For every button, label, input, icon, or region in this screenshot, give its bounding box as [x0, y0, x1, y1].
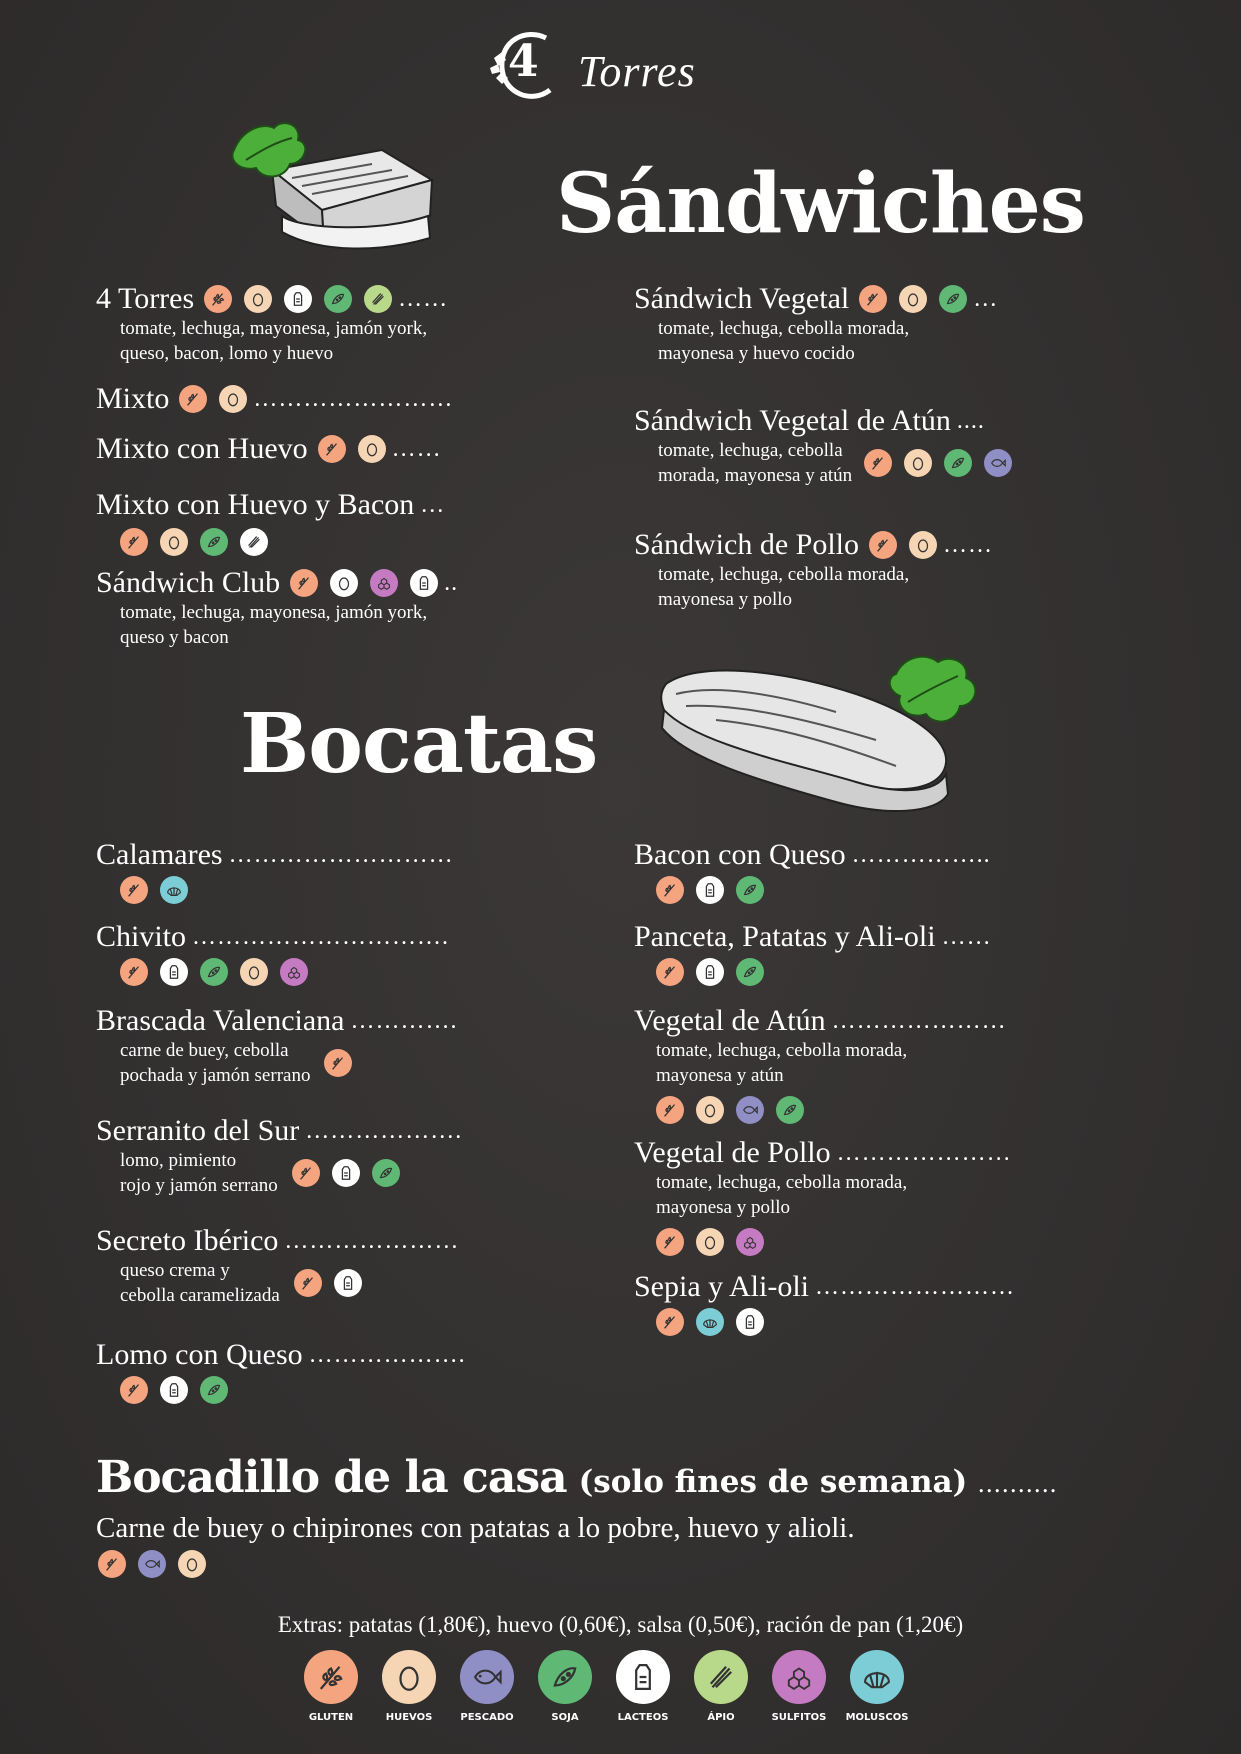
- legend-item-huevos: [382, 1650, 436, 1723]
- item-dots: ……: [398, 285, 449, 312]
- gluten-icon: [120, 958, 148, 986]
- sulphites-icon: [736, 1228, 764, 1256]
- item-name: Sepia y Ali-oli: [634, 1270, 809, 1303]
- item-description: [120, 1258, 280, 1308]
- menu-item-sandwich-vegetal: [634, 282, 1034, 366]
- extras-line: Extras: patatas (1,80€), huevo (0,60€), salsa (0,50€), ración de pan (1,20€): [277, 1612, 964, 1637]
- legend-item-soja: [538, 1650, 592, 1723]
- gluten-icon: [304, 1650, 358, 1704]
- item-dots: ……………..: [851, 841, 991, 868]
- gluten-icon: [290, 569, 318, 597]
- desc-line: mayonesa y atún: [656, 1065, 784, 1086]
- legend-item-pescado: [460, 1650, 514, 1723]
- egg-icon: [160, 528, 188, 556]
- allergen-list: [656, 1308, 1054, 1336]
- brand-name: Torres: [578, 47, 696, 96]
- item-dots: ……: [943, 531, 993, 558]
- milk-carton-icon: [616, 1650, 670, 1704]
- soy-icon: [736, 958, 764, 986]
- gluten-icon: [179, 385, 207, 413]
- soy-icon: [372, 1159, 400, 1187]
- legend-label: LACTEOS: [617, 1712, 669, 1723]
- legend-label: GLUTEN: [308, 1712, 354, 1723]
- milk-carton-icon: [410, 569, 438, 597]
- baguette-illustration-icon: [656, 654, 990, 819]
- allergen-list: [292, 1159, 400, 1187]
- item-dots: ……………………: [253, 385, 454, 412]
- casa-title: Bocadillo de la casa: [96, 1452, 567, 1503]
- sandwiches-title: Sándwiches: [556, 156, 1085, 252]
- item-description: [120, 1148, 278, 1198]
- menu-item-mixto: [96, 382, 476, 416]
- gluten-icon: [859, 285, 887, 313]
- desc-line: rojo y jamón serrano: [120, 1175, 278, 1196]
- allergen-list: [120, 1376, 496, 1404]
- menu-item-sepia-alioli: [634, 1270, 1054, 1336]
- gluten-icon: [292, 1159, 320, 1187]
- desc-line: pochada y jamón serrano: [120, 1065, 311, 1086]
- allergen-list: [120, 958, 486, 986]
- item-name: Sándwich Club: [96, 566, 281, 599]
- legend-item-lacteos: [616, 1650, 670, 1723]
- item-name: Sándwich de Pollo: [634, 528, 859, 561]
- gluten-icon: [120, 876, 148, 904]
- egg-icon: [219, 385, 247, 413]
- desc-line: queso y bacon: [120, 627, 229, 648]
- legend-label: MOLUSCOS: [845, 1712, 909, 1723]
- desc-line: mayonesa y pollo: [656, 1197, 791, 1218]
- item-dots: ..: [444, 569, 459, 596]
- gluten-icon: [656, 1308, 684, 1336]
- shell-icon: [850, 1650, 904, 1704]
- allergen-list: [204, 285, 392, 313]
- milk-carton-icon: [160, 958, 188, 986]
- item-name: Bacon con Queso: [634, 838, 846, 871]
- milk-carton-icon: [334, 1269, 362, 1297]
- egg-icon: [382, 1650, 436, 1704]
- soy-icon: [736, 876, 764, 904]
- item-dots: ……………….: [308, 1341, 466, 1368]
- desc-line: queso, bacon, lomo y huevo: [120, 343, 334, 364]
- desc-line: cebolla caramelizada: [120, 1285, 280, 1306]
- allergen-list: [120, 876, 486, 904]
- egg-icon: [240, 958, 268, 986]
- item-name: Sándwich Vegetal de Atún: [634, 404, 951, 437]
- legend-item-gluten: [304, 1650, 358, 1723]
- menu-item-secreto-iberico: [96, 1224, 496, 1308]
- celery-icon: [240, 528, 268, 556]
- desc-line: tomate, lechuga, cebolla morada,: [658, 318, 910, 339]
- desc-line: tomate, lechuga, cebolla: [658, 440, 843, 461]
- gluten-icon: [318, 435, 346, 463]
- item-name: Vegetal de Atún: [634, 1004, 826, 1037]
- milk-carton-icon: [696, 876, 724, 904]
- item-dots: ……: [941, 923, 992, 950]
- gluten-icon: [864, 449, 892, 477]
- item-dots: ………….: [350, 1007, 458, 1034]
- desc-line: tomate, lechuga, cebolla morada,: [656, 1040, 908, 1061]
- item-name: Panceta, Patatas y Ali-oli: [634, 920, 936, 953]
- item-dots: …………………: [284, 1227, 460, 1254]
- item-description: [658, 438, 852, 488]
- casa-subtitle: (solo fines de semana): [578, 1464, 968, 1500]
- milk-carton-icon: [696, 958, 724, 986]
- item-name: Secreto Ibérico: [96, 1224, 279, 1257]
- item-name: Calamares: [96, 838, 223, 871]
- gluten-icon: [204, 285, 232, 313]
- fish-icon: [736, 1096, 764, 1124]
- milk-carton-icon: [160, 1376, 188, 1404]
- legend-label: SULFITOS: [771, 1712, 827, 1723]
- menu-item-mixto-con-huevo: [96, 432, 476, 466]
- item-dots: …………………: [831, 1007, 1007, 1034]
- item-dots: …: [420, 491, 446, 518]
- item-name: Sándwich Vegetal: [634, 282, 850, 315]
- allergen-list: [864, 449, 1012, 477]
- egg-icon: [696, 1096, 724, 1124]
- sulphites-icon: [370, 569, 398, 597]
- casa-heading: [96, 1452, 1057, 1503]
- desc-line: tomate, lechuga, cebolla morada,: [656, 1172, 908, 1193]
- item-description: [120, 316, 476, 366]
- menu-item-mixto-huevo-bacon: [96, 488, 486, 556]
- allergen-list: [656, 876, 1034, 904]
- allergen-list: [318, 435, 386, 463]
- milk-carton-icon: [332, 1159, 360, 1187]
- item-name: Serranito del Sur: [96, 1114, 300, 1147]
- soy-icon: [200, 958, 228, 986]
- shell-icon: [696, 1308, 724, 1336]
- item-name: Lomo con Queso: [96, 1338, 303, 1371]
- allergen-list: [656, 1096, 1054, 1124]
- item-description: [658, 316, 1034, 366]
- allergen-list: [290, 569, 438, 597]
- item-dots: ....: [956, 407, 985, 434]
- menu-item-brascada-valenciana: [96, 1004, 496, 1088]
- allergen-list: [324, 1049, 352, 1077]
- item-dots: ………………………: [228, 841, 454, 868]
- soy-icon: [200, 1376, 228, 1404]
- sulphites-icon: [280, 958, 308, 986]
- item-dots: …: [973, 285, 999, 312]
- allergen-legend: [304, 1650, 909, 1723]
- allergen-list: [859, 285, 967, 313]
- soy-icon: [944, 449, 972, 477]
- allergen-list: [869, 531, 937, 559]
- gluten-icon: [120, 1376, 148, 1404]
- milk-carton-icon: [284, 285, 312, 313]
- gluten-icon: [656, 958, 684, 986]
- gluten-icon: [869, 531, 897, 559]
- legend-item-sulfitos: [772, 1650, 826, 1723]
- item-name: Brascada Valenciana: [96, 1004, 345, 1037]
- allergen-list: [294, 1269, 362, 1297]
- item-description: [656, 1038, 1054, 1088]
- casa-dots: ……….: [977, 1470, 1057, 1498]
- gluten-icon: [294, 1269, 322, 1297]
- fish-icon: [984, 449, 1012, 477]
- egg-icon: [696, 1228, 724, 1256]
- menu-item-panceta-patatas-alioli: [634, 920, 1054, 986]
- legend-label: SOJA: [551, 1712, 579, 1723]
- legend-label: ÁPIO: [707, 1712, 735, 1723]
- fish-icon: [460, 1650, 514, 1704]
- egg-icon: [358, 435, 386, 463]
- gluten-icon: [324, 1049, 352, 1077]
- item-description: [658, 562, 1034, 612]
- desc-line: mayonesa y pollo: [658, 589, 793, 610]
- casa-description: Carne de buey o chipirones con patatas a lo pobre, huevo y alioli.: [96, 1512, 855, 1544]
- menu-item-4-torres: [96, 282, 476, 366]
- menu-item-serranito-del-sur: [96, 1114, 496, 1198]
- item-dots: ……………….: [305, 1117, 463, 1144]
- gluten-icon: [98, 1550, 126, 1578]
- menu-item-bacon-con-queso: [634, 838, 1034, 904]
- sandwich-illustration-icon: [232, 120, 437, 260]
- desc-line: queso crema y: [120, 1260, 230, 1281]
- shell-icon: [160, 876, 188, 904]
- egg-icon: [244, 285, 272, 313]
- menu-item-calamares: [96, 838, 486, 904]
- egg-icon: [178, 1550, 206, 1578]
- fish-icon: [138, 1550, 166, 1578]
- legend-item-apio: [694, 1650, 748, 1723]
- item-dots: ……: [391, 435, 442, 462]
- soy-icon: [324, 285, 352, 313]
- desc-line: tomate, lechuga, mayonesa, jamón york,: [120, 602, 428, 623]
- gluten-icon: [656, 1096, 684, 1124]
- item-name: Mixto con Huevo: [96, 432, 308, 465]
- item-name: Chivito: [96, 920, 187, 953]
- bocatas-title: Bocatas: [240, 696, 598, 792]
- egg-icon: [899, 285, 927, 313]
- casa-allergen-list: [98, 1550, 206, 1578]
- egg-icon: [904, 449, 932, 477]
- allergen-list: [120, 528, 486, 556]
- desc-line: tomate, lechuga, cebolla morada,: [658, 564, 910, 585]
- gluten-icon: [120, 528, 148, 556]
- menu-item-chivito: [96, 920, 486, 986]
- menu-item-sandwich-vegetal-atun: [634, 404, 1064, 488]
- desc-line: mayonesa y huevo cocido: [658, 343, 855, 364]
- soy-icon: [538, 1650, 592, 1704]
- item-description: [120, 1038, 310, 1088]
- menu-item-vegetal-de-pollo: [634, 1136, 1054, 1256]
- item-description: [120, 600, 486, 650]
- soy-icon: [200, 528, 228, 556]
- menu-item-sandwich-pollo: [634, 528, 1034, 612]
- item-name: 4 Torres: [96, 282, 195, 315]
- item-dots: ………………………….: [192, 923, 450, 950]
- legend-label: HUEVOS: [385, 1712, 433, 1723]
- item-name: Mixto: [96, 382, 170, 415]
- item-name: Vegetal de Pollo: [634, 1136, 831, 1169]
- menu-item-sandwich-club: [96, 566, 486, 650]
- egg-icon: [330, 569, 358, 597]
- desc-line: lomo, pimiento: [120, 1150, 237, 1171]
- allergen-list: [179, 385, 247, 413]
- egg-icon: [909, 531, 937, 559]
- gluten-icon: [656, 1228, 684, 1256]
- celery-icon: [364, 285, 392, 313]
- menu-item-lomo-con-queso: [96, 1338, 496, 1404]
- legend-item-moluscos: [845, 1650, 909, 1723]
- item-dots: ……………………: [815, 1273, 1015, 1300]
- allergen-list: [656, 1228, 1054, 1256]
- celery-icon: [694, 1650, 748, 1704]
- milk-carton-icon: [736, 1308, 764, 1336]
- menu-item-vegetal-de-atun: [634, 1004, 1054, 1124]
- sulphites-icon: [772, 1650, 826, 1704]
- item-dots: …………………: [836, 1139, 1012, 1166]
- allergen-list: [656, 958, 1054, 986]
- soy-icon: [776, 1096, 804, 1124]
- legend-label: PESCADO: [460, 1712, 514, 1723]
- desc-line: carne de buey, cebolla: [120, 1040, 289, 1061]
- item-name: Mixto con Huevo y Bacon: [96, 488, 415, 521]
- gluten-icon: [656, 876, 684, 904]
- soy-icon: [939, 285, 967, 313]
- desc-line: tomate, lechuga, mayonesa, jamón york,: [120, 318, 428, 339]
- desc-line: morada, mayonesa y atún: [658, 465, 853, 486]
- item-description: [656, 1170, 1054, 1220]
- logo-number: 4: [508, 36, 539, 87]
